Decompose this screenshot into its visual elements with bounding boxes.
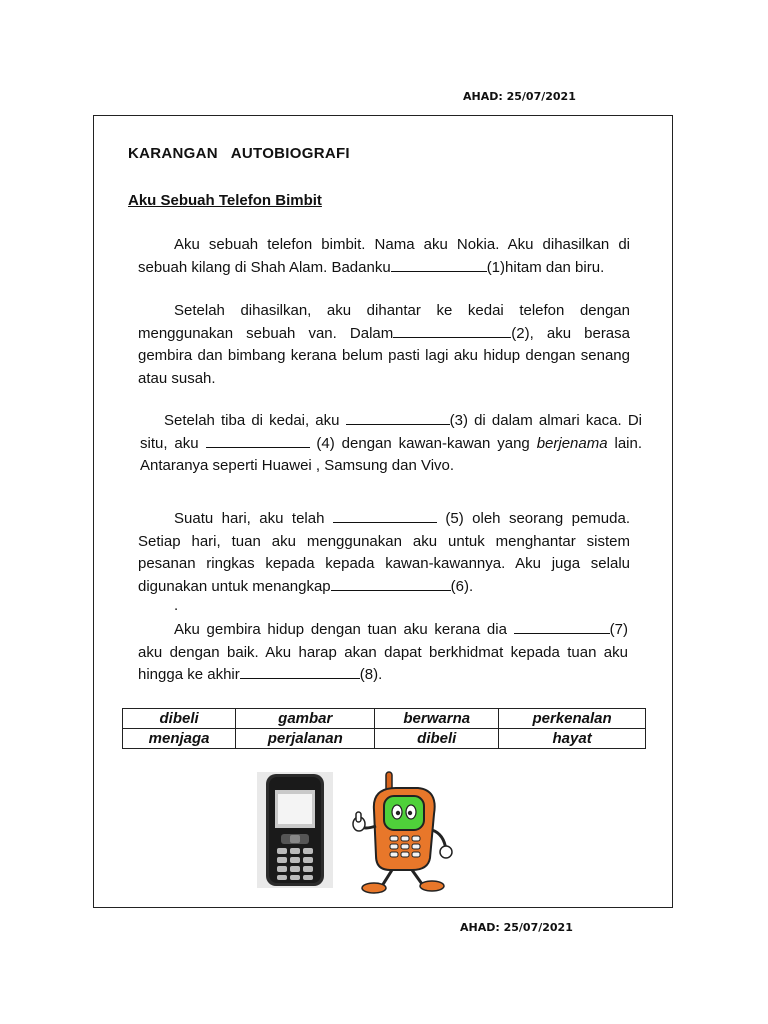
- paragraph-1-text-b: (1)hitam dan biru.: [486, 258, 605, 276]
- table-row: [123, 709, 646, 729]
- paragraph-4: [138, 508, 630, 598]
- word-bank-table: [122, 708, 646, 749]
- blank-1: [391, 258, 487, 272]
- word-cell: dibeli: [375, 729, 499, 749]
- paragraph-1: [138, 234, 630, 279]
- paragraph-3-text-b: (3) di dalam almari kaca. Di situ, aku: [140, 412, 642, 452]
- stray-dot: .: [174, 597, 179, 614]
- paragraph-3: [140, 410, 642, 478]
- blank-5: [333, 509, 437, 523]
- paragraph-5-text-a: Aku gembira hidup dengan tuan aku kerana dia: [174, 621, 514, 638]
- paragraph-3-italic: berjenama: [536, 434, 608, 452]
- word-cell: gambar: [236, 709, 375, 729]
- paragraph-3-text-c: (4) dengan kawan-kawan yang: [309, 434, 537, 452]
- footer-date: AHAD: 25/07/2021: [460, 921, 573, 934]
- cartoon-phone-thumbs-up: [352, 770, 460, 895]
- nokia-phone-image: [257, 772, 333, 888]
- paragraph-5: [138, 619, 628, 687]
- blank-8: [240, 665, 360, 679]
- paragraph-2-text-a: Setelah dihasilkan, aku dihantar ke kedai telefon dengan menggunakan sebuah van. Dalam: [138, 302, 630, 342]
- word-cell: menjaga: [123, 729, 236, 749]
- worksheet-title: KARANGAN AUTOBIOGRAFI: [128, 145, 350, 162]
- paragraph-4-text-c: (6).: [450, 577, 474, 595]
- paragraph-4-text-b: (5) oleh seorang pemuda. Setiap hari, tuan aku menggunakan aku untuk menghantar sistem pesanan ringkas kepada kepada kawan-kawannya. Aku juga selalu digunakan untuk menangkap: [138, 510, 630, 595]
- paragraph-5-text-c: (8).: [359, 666, 383, 683]
- paragraph-5-text-b: (7) aku dengan baik. Aku harap akan dapat berkhidmat kepada tuan aku hingga ke akhir: [138, 621, 628, 683]
- blank-7: [514, 620, 610, 634]
- word-cell: perjalanan: [236, 729, 375, 749]
- paragraph-3-text-d: lain. Antaranya seperti Huawei , Samsung dan Vivo.: [140, 434, 643, 474]
- header-date: AHAD: 25/07/2021: [463, 90, 576, 103]
- blank-3: [346, 411, 450, 425]
- paragraph-3-text-a: Setelah tiba di kedai, aku: [164, 412, 346, 429]
- blank-4: [206, 434, 310, 448]
- paragraph-2-text-b: (2), aku berasa gembira dan bimbang kerana belum pasti lagi aku hidup dengan senang atau susah.: [138, 324, 630, 387]
- paragraph-2: [138, 300, 630, 390]
- paragraph-4-text-a: Suatu hari, aku telah: [174, 510, 333, 527]
- word-cell: dibeli: [123, 709, 236, 729]
- essay-title: Aku Sebuah Telefon Bimbit: [128, 192, 322, 209]
- word-cell: perkenalan: [499, 709, 646, 729]
- word-cell: berwarna: [375, 709, 499, 729]
- blank-2: [393, 324, 511, 338]
- word-cell: hayat: [499, 729, 646, 749]
- table-row: [123, 729, 646, 749]
- blank-6: [331, 577, 451, 591]
- paragraph-1-text-a: Aku sebuah telefon bimbit. Nama aku Nokia. Aku dihasilkan di sebuah kilang di Shah Alam. Badanku: [138, 236, 630, 276]
